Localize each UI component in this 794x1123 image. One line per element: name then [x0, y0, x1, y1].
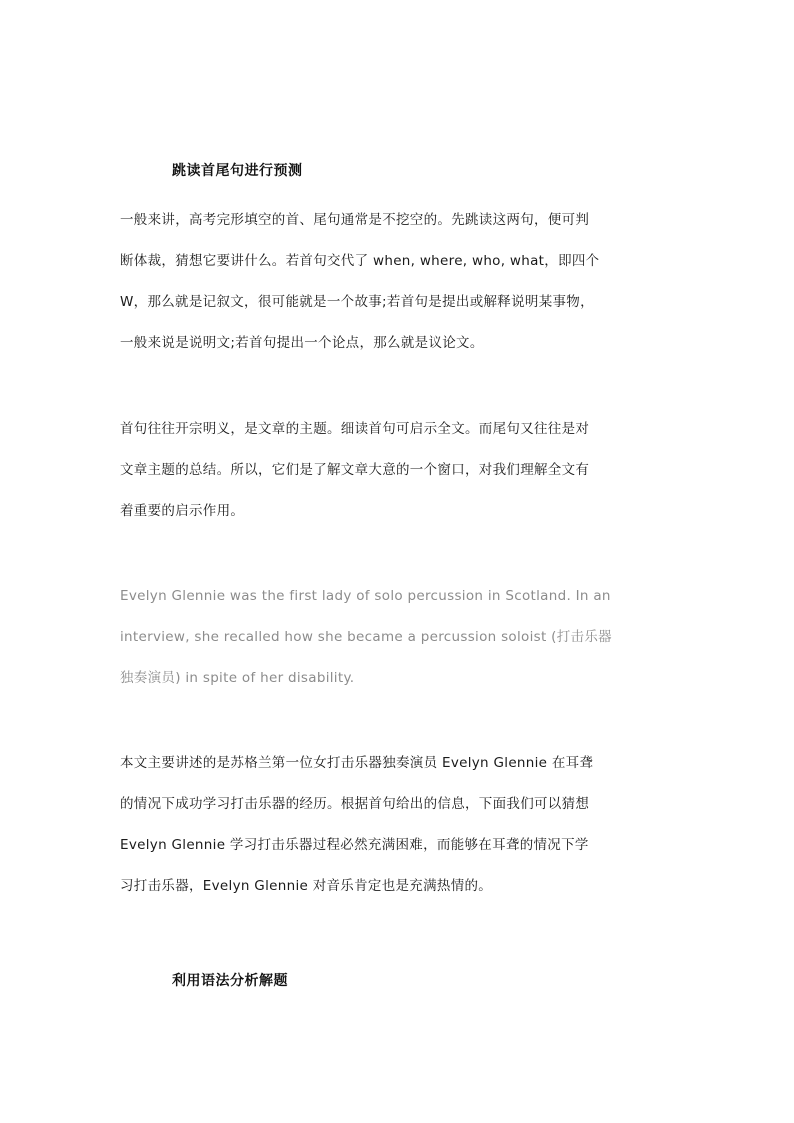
text-line: 习打击乐器，Evelyn Glennie 对音乐肯定也是充满热情的。 — [120, 878, 493, 894]
text-line: 一般来讲，高考完形填空的首、尾句通常是不挖空的。先跳读这两句，便可判 — [120, 212, 590, 228]
text-line: W，那么就是记叙文，很可能就是一个故事;若首句是提出或解释说明某事物， — [120, 294, 594, 310]
text-line: 一般来说是说明文;若首句提出一个论点，那么就是议论文。 — [120, 335, 484, 351]
text-line: 独奏演员) in spite of her disability. — [120, 670, 355, 686]
text-line: 首句往往开宗明义，是文章的主题。细读首句可启示全文。而尾句又往往是对 — [120, 421, 590, 437]
paragraph-english-example — [120, 576, 680, 699]
paragraph-skim-intro — [120, 200, 680, 364]
text-line: 断体裁，猜想它要讲什么。若首句交代了 when, where, who, what，即四个 — [120, 253, 600, 269]
paragraph-example-analysis — [120, 743, 680, 907]
text-line: Evelyn Glennie was the first lady of solo percussion in Scotland. In an — [120, 588, 611, 604]
section-heading-grammar-analysis: 利用语法分析解题 — [172, 973, 288, 989]
text-line: 着重要的启示作用。 — [120, 503, 245, 519]
section-heading-skim-prediction: 跳读首尾句进行预测 — [172, 163, 303, 179]
paragraph-first-last-sentence — [120, 409, 680, 532]
text-line: Evelyn Glennie 学习打击乐器过程必然充满困难，而能够在耳聋的情况下学 — [120, 837, 589, 853]
text-line: 的情况下成功学习打击乐器的经历。根据首句给出的信息，下面我们可以猜想 — [120, 796, 590, 812]
text-line: 本文主要讲述的是苏格兰第一位女打击乐器独奏演员 Evelyn Glennie 在耳聋 — [120, 755, 594, 771]
text-line: 文章主题的总结。所以，它们是了解文章大意的一个窗口，对我们理解全文有 — [120, 462, 590, 478]
text-line: interview, she recalled how she became a percussion soloist (打击乐器 — [120, 629, 612, 645]
